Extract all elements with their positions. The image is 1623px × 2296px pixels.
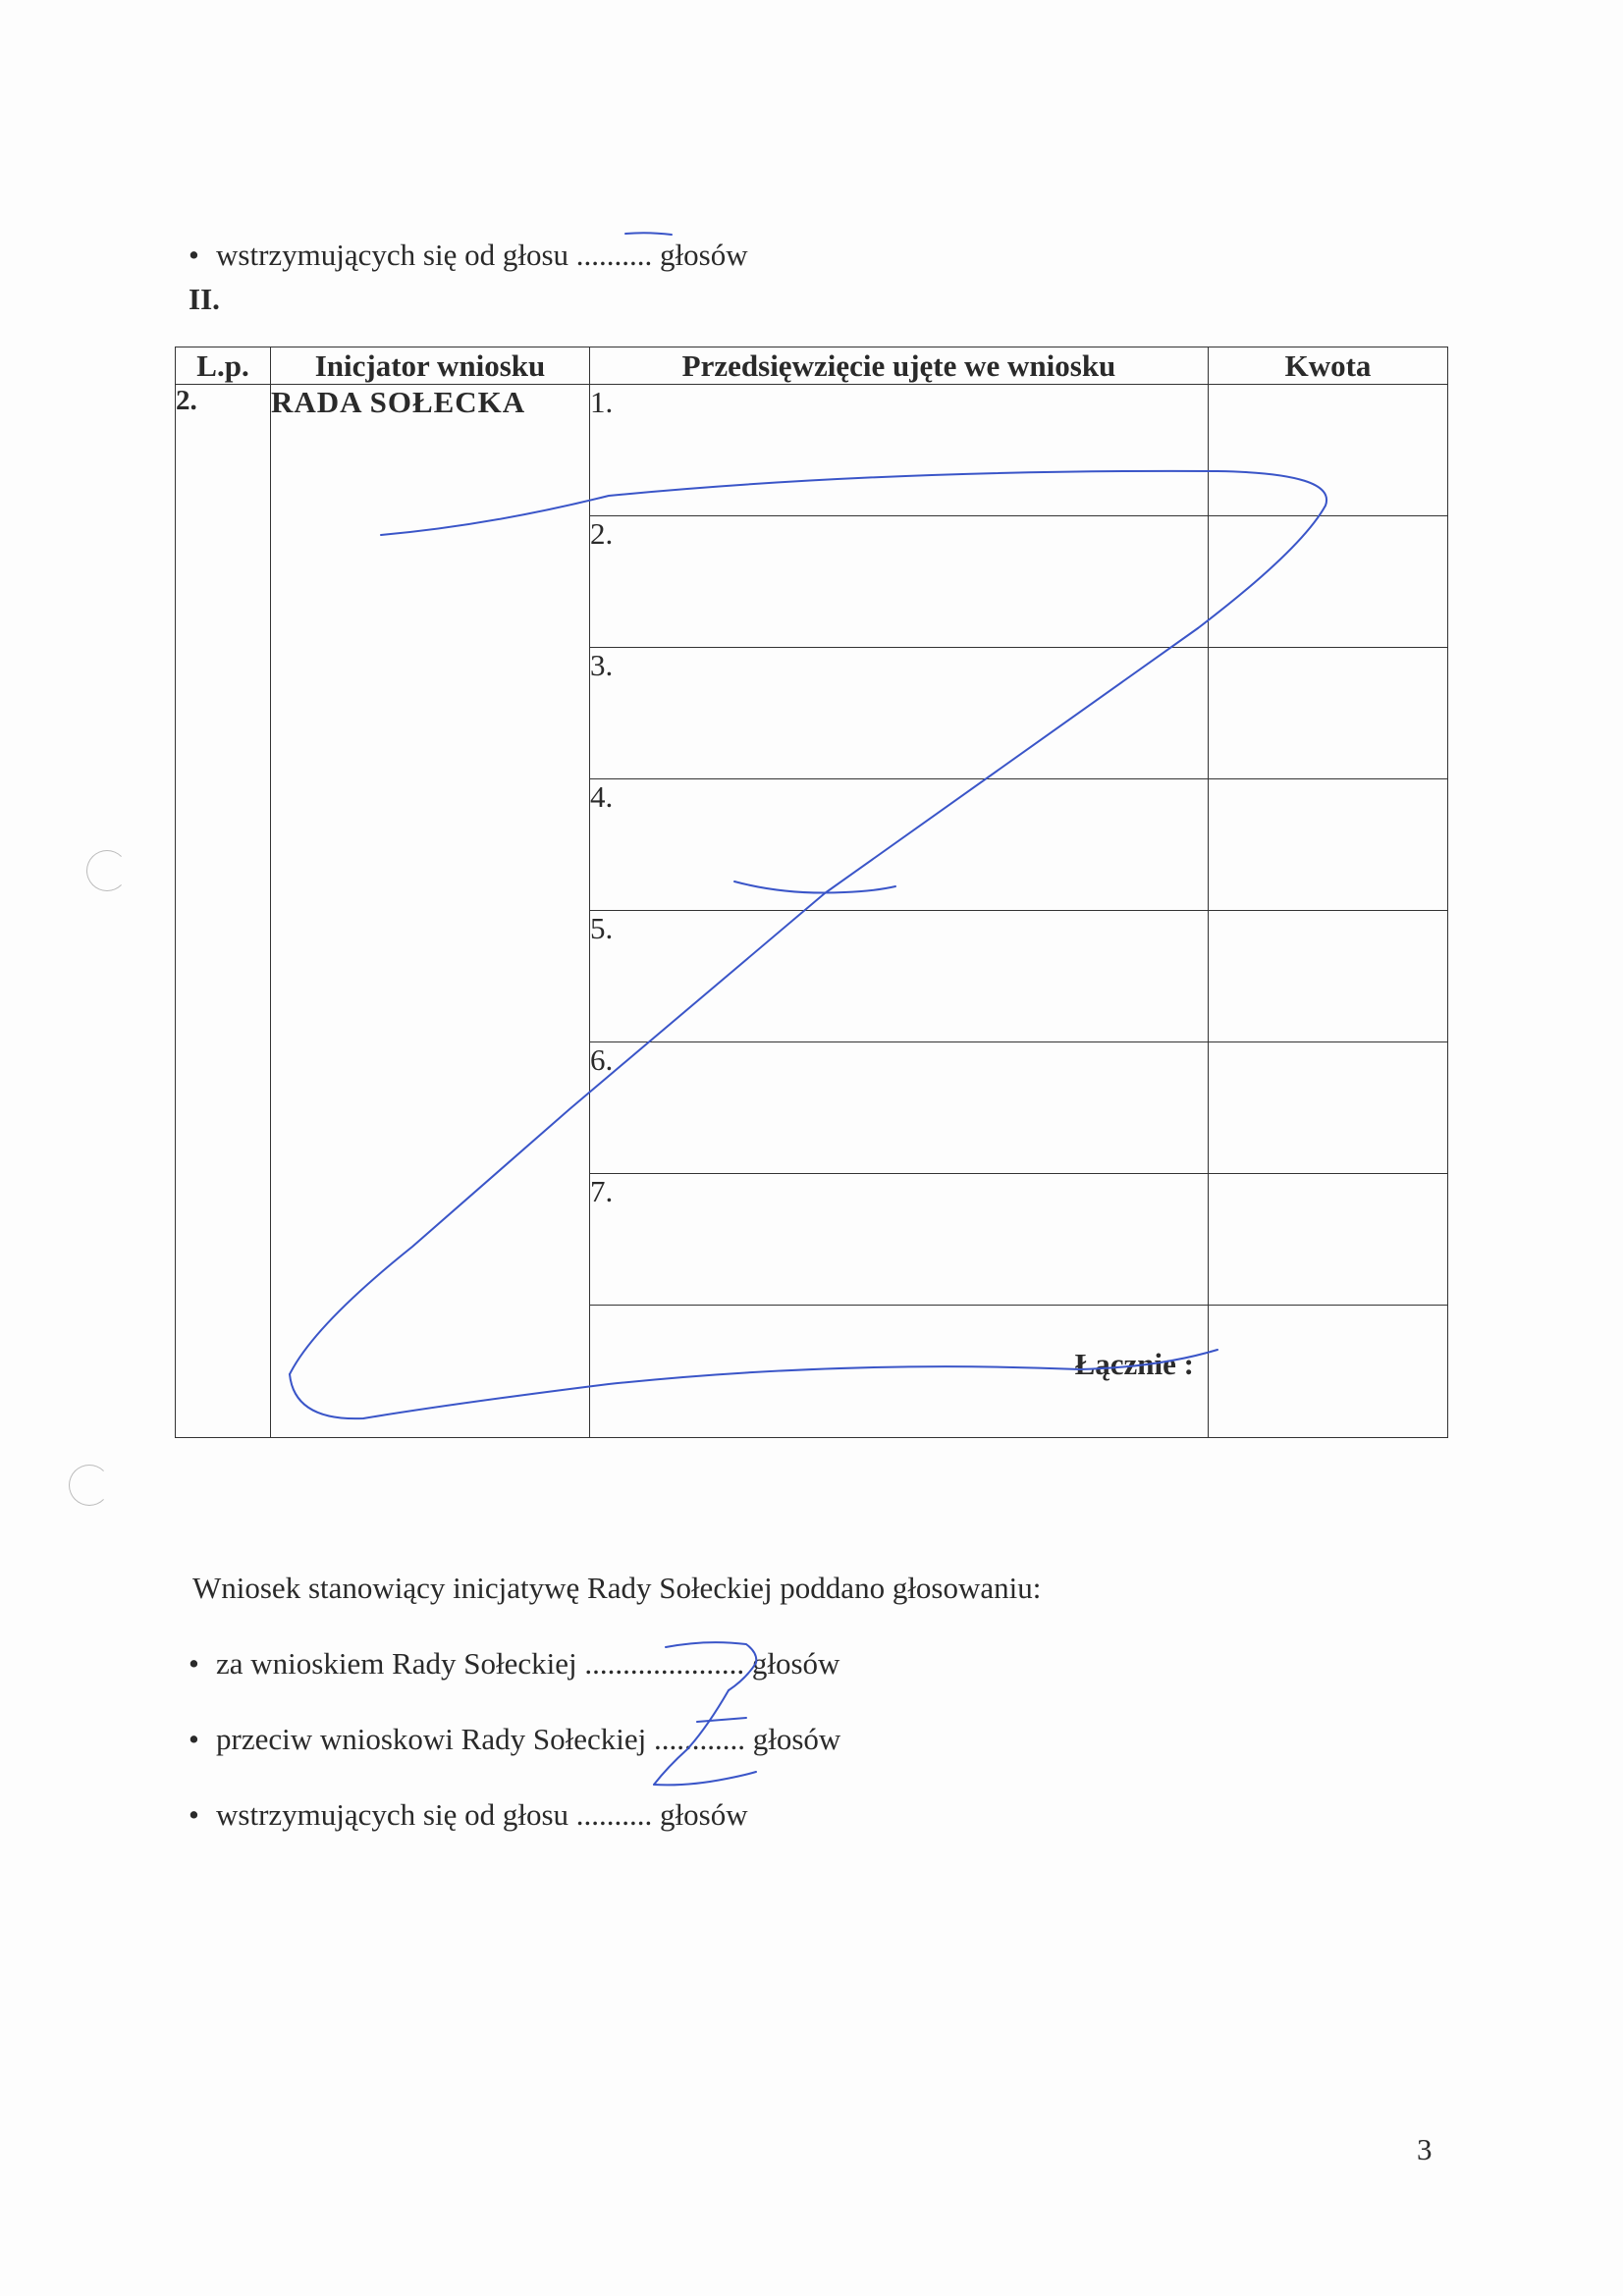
page-number: 3 bbox=[1417, 2132, 1433, 2166]
punch-hole-top bbox=[86, 850, 128, 891]
vote-against-line bbox=[189, 1722, 840, 1757]
amount-cell bbox=[1209, 779, 1448, 911]
total-amount-cell bbox=[1209, 1306, 1448, 1438]
vote-for-line bbox=[189, 1646, 839, 1682]
amount-cell bbox=[1209, 516, 1448, 648]
amount-cell bbox=[1209, 385, 1448, 516]
bullet-icon: • bbox=[189, 1646, 199, 1681]
vote-for-label: za wnioskiem Rady Sołeckiej bbox=[216, 1646, 577, 1681]
abstain-line-top bbox=[189, 238, 748, 273]
table-row bbox=[176, 385, 1448, 516]
vote-abstain-dots: .......... bbox=[575, 1797, 653, 1832]
amount-cell bbox=[1209, 1174, 1448, 1306]
vote-abstain-label: wstrzymujących się od głosu bbox=[216, 1797, 569, 1832]
abstain-dots: .......... bbox=[575, 238, 653, 272]
abstain-unit: głosów bbox=[660, 238, 748, 272]
header-lp: L.p. bbox=[176, 347, 271, 385]
z-mark-vote-bottom bbox=[654, 1772, 756, 1785]
item-cell: 4. bbox=[590, 779, 1209, 911]
vote-against-unit: głosów bbox=[752, 1722, 841, 1756]
table-header-row bbox=[176, 347, 1448, 385]
lp-cell: 2. bbox=[176, 385, 271, 1438]
vote-against-dots: ............ bbox=[653, 1722, 745, 1756]
header-project: Przedsięwzięcie ujęte we wniosku bbox=[590, 347, 1209, 385]
dash-mark-top bbox=[625, 233, 672, 235]
bullet-icon: • bbox=[189, 1797, 199, 1832]
initiator-cell: RADA SOŁECKA bbox=[271, 385, 590, 1438]
item-cell: 5. bbox=[590, 911, 1209, 1042]
header-amount: Kwota bbox=[1209, 347, 1448, 385]
item-cell: 6. bbox=[590, 1042, 1209, 1174]
abstain-label: wstrzymujących się od głosu bbox=[216, 238, 569, 272]
item-cell: 1. bbox=[590, 385, 1209, 516]
amount-cell bbox=[1209, 1042, 1448, 1174]
vote-abstain-line bbox=[189, 1797, 748, 1833]
vote-abstain-unit: głosów bbox=[660, 1797, 748, 1832]
vote-for-dots: ..................... bbox=[584, 1646, 745, 1681]
total-label: Łącznie : bbox=[590, 1306, 1209, 1438]
vote-for-unit: głosów bbox=[751, 1646, 840, 1681]
item-cell: 7. bbox=[590, 1174, 1209, 1306]
header-initiator: Inicjator wniosku bbox=[271, 347, 590, 385]
punch-hole-bottom bbox=[69, 1465, 110, 1506]
vote-against-label: przeciw wnioskowi Rady Sołeckiej bbox=[216, 1722, 647, 1756]
bullet-icon: • bbox=[189, 238, 199, 272]
item-cell: 2. bbox=[590, 516, 1209, 648]
bullet-icon: • bbox=[189, 1722, 199, 1756]
vote-intro: Wniosek stanowiący inicjatywę Rady Sołeckiej poddano głosowaniu: bbox=[192, 1571, 1042, 1605]
item-cell: 3. bbox=[590, 648, 1209, 779]
amount-cell bbox=[1209, 648, 1448, 779]
section-heading: II. bbox=[189, 282, 220, 316]
amount-cell bbox=[1209, 911, 1448, 1042]
initiative-table bbox=[175, 347, 1448, 1438]
